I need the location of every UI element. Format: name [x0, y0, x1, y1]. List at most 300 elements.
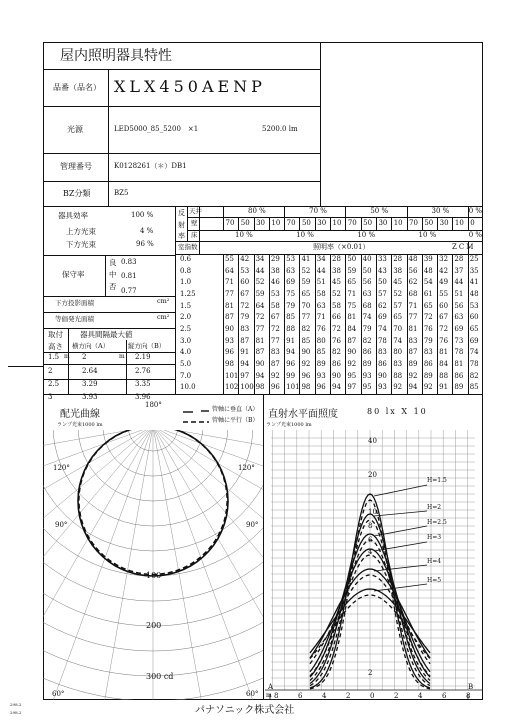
polar-label-100: 100 — [146, 571, 162, 580]
utilization-value: 81 — [225, 301, 234, 310]
utilization-value: 85 — [301, 336, 311, 345]
utilization-value: 79 — [423, 336, 433, 345]
utilization-value: 79 — [240, 313, 250, 322]
illum-height-label: H=4 — [427, 558, 442, 565]
utilization-value: 71 — [316, 313, 326, 322]
utilization-value: 28 — [332, 255, 341, 263]
table-rule — [315, 254, 316, 394]
table-rule — [175, 241, 483, 242]
utilization-value: 70 — [393, 325, 403, 334]
utilization-value: 44 — [454, 278, 464, 287]
table-rule — [422, 254, 423, 394]
utilization-value: 85 — [286, 313, 296, 322]
utilization-value: 69 — [454, 325, 464, 334]
utilization-value: 67 — [270, 313, 280, 322]
utilization-value: 52 — [255, 278, 265, 287]
utilization-value: 60 — [240, 278, 250, 287]
polar-grid-line — [153, 394, 209, 426]
spacing-h3: 器具間隔最大値 — [80, 330, 133, 339]
room-index-value: 2.5 — [180, 325, 192, 334]
polar-title: 配光曲線 — [60, 409, 100, 420]
table-rule — [391, 254, 392, 394]
utilization-value: 78 — [377, 336, 387, 345]
polar-label-60-right: 60° — [246, 690, 259, 698]
ceiling-value: 0 % — [468, 207, 483, 215]
spacing-b-value: 3.35 — [135, 380, 151, 388]
illum-height-label: H=2 — [427, 504, 442, 511]
upper-flux-label: 上方光束 — [66, 227, 96, 236]
table-rule — [269, 217, 270, 230]
maint-mid-value: 0.81 — [121, 272, 137, 280]
utilization-value: 41 — [469, 278, 479, 287]
utilization-value: 97 — [240, 371, 250, 380]
table-rule — [299, 217, 300, 230]
zcm-label: ZCM — [452, 243, 476, 251]
utilization-value: 50 — [377, 278, 387, 287]
equiv-area-label: 等価発光面積 — [55, 315, 94, 323]
utilization-value: 69 — [377, 313, 387, 322]
polar-grid-line — [97, 394, 153, 426]
utilization-value: 70 — [301, 301, 311, 310]
rule — [43, 106, 321, 107]
polar-grid-line — [97, 426, 153, 700]
illum-leader — [374, 542, 427, 551]
utilization-value: 51 — [316, 278, 326, 287]
polar-grid-line — [153, 426, 398, 632]
utilization-value: 63 — [454, 313, 464, 322]
table-rule — [315, 217, 316, 230]
utilization-value: 85 — [316, 348, 326, 357]
utilization-value: 87 — [225, 313, 234, 322]
wall-value: 0 — [470, 218, 475, 227]
utilization-value: 52 — [332, 290, 341, 298]
utilization-value: 82 — [362, 336, 372, 345]
wall-value: 30 — [317, 218, 327, 227]
bz-value: BZ5 — [114, 189, 129, 197]
floor-value: 10 % — [235, 231, 253, 239]
polar-grid-line — [43, 394, 378, 651]
light-source-value: LED5000_85_5200 ×1 — [114, 125, 199, 133]
utilization-value: 83 — [377, 348, 387, 357]
spacing-height-value: 3 — [48, 393, 53, 401]
utilization-value: 76 — [332, 336, 341, 345]
utilization-value: 56 — [454, 301, 464, 310]
rule — [175, 206, 176, 394]
polar-label-300: 300 cd — [146, 672, 174, 681]
utilization-value: 44 — [255, 266, 265, 275]
product-label: 品番（品名） — [53, 83, 101, 92]
table-rule — [361, 254, 362, 394]
utilization-value: 71 — [408, 301, 418, 310]
utilization-value: 91 — [240, 348, 250, 357]
utilization-value: 86 — [332, 360, 341, 369]
company-name: パナソニック株式会社 — [195, 705, 295, 716]
utilization-value: 52 — [393, 290, 403, 298]
ceiling-label: 天井 — [189, 207, 202, 215]
utilization-value: 45 — [393, 278, 403, 287]
efficiency-label: 器具効率 — [58, 211, 88, 220]
utilization-value: 42 — [240, 255, 250, 263]
utilization-value: 74 — [393, 336, 403, 345]
utilization-value: 90 — [301, 348, 311, 357]
utilization-value: 56 — [408, 266, 418, 275]
management-label: 管理番号 — [60, 162, 92, 171]
utilization-value: 96 — [270, 383, 280, 392]
utilization-value: 63 — [286, 266, 296, 275]
utilization-value: 92 — [270, 371, 280, 380]
utilization-value: 93 — [377, 383, 387, 392]
polar-grid-line — [43, 394, 403, 676]
utilization-value: 46 — [270, 278, 280, 287]
wall-value: 70 — [409, 218, 418, 227]
utilization-value: 60 — [439, 301, 449, 310]
utilization-value: 96 — [286, 360, 296, 369]
polar-label-90-left: 90° — [55, 521, 68, 529]
utilization-value: 90 — [377, 371, 387, 380]
illum-y-label: 20 — [368, 471, 377, 479]
utilization-value: 48 — [408, 255, 418, 263]
wall-value: 30 — [378, 218, 388, 227]
table-rule — [187, 217, 483, 218]
illum-subtitle: ランプ光束1000 lm — [266, 422, 312, 428]
utilization-value: 83 — [408, 336, 418, 345]
table-rule — [330, 217, 331, 230]
utilization-value: 42 — [439, 266, 449, 275]
table-rule — [376, 217, 377, 230]
maint-poor-label: 否 — [109, 282, 117, 291]
illum-x-label: 8 — [466, 692, 471, 700]
rule — [126, 340, 127, 394]
illum-y-label: 4 — [368, 548, 373, 556]
utilization-value: 53 — [270, 290, 280, 298]
illum-x-label: 2 — [394, 692, 399, 700]
utilization-value: 94 — [240, 360, 250, 369]
light-source-label: 光源 — [67, 125, 83, 134]
table-rule — [254, 254, 255, 394]
utilization-value: 65 — [469, 325, 479, 334]
illum-x-label: 4 — [418, 692, 423, 700]
utilization-value: 81 — [439, 348, 449, 357]
light-source-lumen: 5200.0 lm — [262, 125, 298, 133]
table-rule — [361, 217, 362, 230]
wall-value: 50 — [424, 218, 434, 227]
table-rule — [223, 254, 224, 394]
utilization-value: 83 — [270, 348, 280, 357]
utilization-value: 83 — [240, 325, 250, 334]
utilization-value: 87 — [347, 336, 357, 345]
spacing-h2: 高さ — [48, 342, 63, 351]
utilization-value: 80 — [393, 348, 403, 357]
illum-grid — [271, 430, 475, 690]
table-rule — [345, 254, 346, 394]
spacing-col-a: 横方向（A） — [72, 342, 110, 350]
maintenance-label: 保守率 — [62, 270, 85, 279]
table-rule — [269, 254, 270, 394]
floor-value: 10 % — [418, 231, 437, 239]
illum-height-label: H=5 — [427, 577, 442, 584]
utilization-value: 72 — [255, 313, 265, 322]
utilization-value: 64 — [225, 266, 234, 275]
table-rule — [284, 254, 285, 394]
table-rule — [330, 254, 331, 394]
utilization-value: 39 — [423, 255, 433, 263]
wall-value: 10 — [393, 218, 403, 227]
polar-grid-line — [43, 426, 153, 671]
floor-label: 床 — [191, 231, 198, 239]
utilization-value: 93 — [362, 371, 372, 380]
utilization-value: 77 — [301, 313, 311, 322]
utilization-value: 82 — [469, 371, 479, 380]
utilization-value: 74 — [362, 313, 372, 322]
utilization-value: 61 — [423, 290, 433, 298]
utilization-value: 77 — [270, 336, 280, 345]
room-index-value: 0.8 — [180, 266, 192, 275]
utilization-value: 53 — [469, 301, 479, 310]
lower-flux-label: 下方光束 — [66, 240, 96, 249]
bz-label: BZ分類 — [63, 189, 91, 198]
utilization-value: 92 — [347, 360, 357, 369]
page-title: 屋内照明器具特性 — [60, 48, 172, 64]
room-index-value: 1.5 — [180, 301, 192, 310]
rule — [43, 352, 175, 353]
management-value: K0128261（＊）DB1 — [114, 162, 187, 170]
utilization-value: 90 — [255, 360, 265, 369]
wall-value: 10 — [332, 218, 342, 227]
utilization-value: 79 — [362, 325, 372, 334]
upper-flux-value: 4 % — [140, 227, 154, 235]
utilization-value: 96 — [225, 348, 234, 357]
utilization-value: 53 — [286, 255, 296, 263]
table-rule — [468, 254, 469, 394]
utilization-value: 89 — [408, 360, 418, 369]
wall-value: 50 — [301, 218, 311, 227]
rule — [108, 69, 109, 206]
utilization-value: 33 — [377, 255, 387, 263]
illum-leader — [374, 511, 427, 516]
illum-height-label: H=2.5 — [427, 519, 447, 526]
maint-good-label: 良 — [109, 258, 117, 267]
utilization-value: 89 — [423, 371, 433, 380]
utilization-value: 65 — [301, 290, 311, 298]
refl-side-label-1: 反 — [178, 209, 185, 217]
wall-value: 70 — [286, 218, 296, 227]
utilization-value: 54 — [423, 278, 433, 287]
utilization-value: 35 — [469, 266, 479, 275]
utilization-value: 68 — [362, 301, 372, 310]
utilization-value: 72 — [332, 325, 341, 334]
utilization-value: 38 — [393, 266, 403, 275]
rule — [43, 181, 321, 182]
table-rule — [223, 206, 224, 230]
floor-value-zero: 0 % — [468, 231, 483, 239]
utilization-value: 87 — [408, 348, 418, 357]
utilization-value: 78 — [454, 348, 464, 357]
utilization-value: 32 — [439, 255, 449, 263]
utilization-value: 81 — [408, 325, 418, 334]
utilization-value: 29 — [270, 255, 280, 263]
utilization-value: 89 — [454, 383, 464, 392]
utilization-value: 86 — [377, 360, 387, 369]
utilization-value: 90 — [347, 348, 357, 357]
table-rule — [452, 217, 453, 230]
utilization-value: 82 — [332, 348, 341, 357]
refl-side-label-2: 射 — [178, 221, 185, 229]
wall-value: 50 — [240, 218, 250, 227]
polar-label-200: 200 — [146, 621, 162, 630]
spacing-height-value: 1.5 — [48, 353, 60, 361]
utilization-value: 50 — [362, 266, 372, 275]
rule — [43, 364, 175, 365]
projected-area-unit: cm² — [157, 297, 170, 305]
room-index-value: 10.0 — [180, 383, 196, 392]
polar-grid-line — [153, 426, 468, 482]
utilization-value: 65 — [393, 313, 403, 322]
utilization-value: 60 — [469, 313, 479, 322]
room-index-label: 室指数 — [178, 243, 198, 251]
rule — [68, 328, 69, 394]
wall-value: 30 — [439, 218, 449, 227]
illum-x-label: 4 — [322, 692, 327, 700]
wall-value: 50 — [363, 218, 373, 227]
maint-poor-value: 0.77 — [121, 287, 137, 295]
utilization-value: 55 — [225, 255, 234, 263]
utilization-label: 照明率（×0.01） — [313, 243, 370, 251]
spacing-col-b: 縦方向（B） — [128, 342, 166, 350]
table-rule — [407, 206, 408, 230]
room-index-value: 1.25 — [180, 290, 196, 298]
utilization-value: 86 — [362, 348, 372, 357]
table-rule — [187, 230, 483, 231]
illum-height-label: H=3 — [427, 534, 442, 541]
table-rule — [187, 206, 188, 241]
polar-label-120-left: 120° — [53, 464, 70, 472]
polar-label-90-right: 90° — [246, 521, 259, 529]
utilization-value: 90 — [225, 325, 234, 334]
utilization-value: 84 — [439, 360, 449, 369]
utilization-value: 92 — [301, 360, 311, 369]
utilization-value: 96 — [316, 383, 326, 392]
table-rule — [391, 217, 392, 230]
rule — [43, 153, 321, 154]
utilization-value: 94 — [286, 348, 296, 357]
utilization-value: 94 — [408, 383, 418, 392]
utilization-value: 73 — [454, 336, 464, 345]
spacing-unit-b: m — [119, 353, 125, 360]
spacing-b-value: 2.19 — [135, 353, 151, 361]
wall-value: 70 — [225, 218, 235, 227]
spacing-unit-a: m — [64, 353, 70, 360]
wall-value: 10 — [454, 218, 464, 227]
utilization-value: 87 — [255, 348, 265, 357]
rule — [43, 296, 175, 297]
utilization-value: 58 — [316, 290, 326, 298]
table-rule — [376, 254, 377, 394]
utilization-value: 68 — [408, 290, 418, 298]
utilization-value: 89 — [362, 360, 372, 369]
illum-y-label: 6 — [368, 536, 373, 544]
rule — [43, 379, 175, 380]
projected-area-label: 下方投影面積 — [55, 299, 94, 307]
utilization-value: 88 — [439, 371, 449, 380]
utilization-value: 51 — [454, 290, 464, 298]
spacing-a-value: 3.29 — [82, 380, 98, 388]
utilization-value: 91 — [439, 383, 449, 392]
utilization-value: 63 — [316, 301, 326, 310]
utilization-value: 85 — [469, 383, 479, 392]
utilization-value: 69 — [286, 278, 296, 287]
utilization-value: 75 — [347, 301, 357, 310]
utilization-value: 25 — [469, 255, 479, 263]
utilization-value: 34 — [255, 255, 265, 263]
utilization-value: 100 — [240, 383, 254, 392]
spacing-a-value: 2.64 — [82, 367, 98, 375]
utilization-value: 44 — [316, 266, 326, 275]
ceiling-value: 50 % — [370, 207, 389, 215]
utilization-value: 65 — [347, 278, 357, 287]
spacing-b-value: 2.76 — [135, 367, 151, 375]
utilization-value: 99 — [286, 371, 296, 380]
utilization-value: 91 — [286, 336, 296, 345]
utilization-value: 97 — [347, 383, 357, 392]
utilization-value: 55 — [439, 290, 449, 298]
rule — [320, 42, 321, 206]
utilization-value: 67 — [439, 313, 449, 322]
utilization-value: 86 — [454, 371, 464, 380]
rule — [43, 312, 175, 313]
ceiling-value: 70 % — [309, 207, 327, 215]
utilization-value: 59 — [301, 278, 311, 287]
utilization-value: 50 — [347, 255, 357, 263]
utilization-value: 71 — [225, 278, 234, 287]
utilization-value: 96 — [301, 371, 311, 380]
utilization-value: 94 — [255, 371, 265, 380]
utilization-value: 58 — [332, 301, 341, 310]
spacing-a-value: 2 — [82, 353, 87, 361]
table-rule — [452, 254, 453, 394]
utilization-value: 71 — [347, 290, 357, 298]
illum-height-label: H=1.5 — [427, 477, 447, 484]
utilization-value: 72 — [423, 313, 433, 322]
table-rule — [238, 254, 239, 394]
polar-legend-a: 管軸に垂直（A） — [212, 406, 259, 413]
utilization-value: 72 — [240, 301, 250, 310]
utilization-value: 83 — [393, 360, 403, 369]
table-rule — [407, 254, 408, 394]
utilization-value: 38 — [270, 266, 280, 275]
table-rule — [437, 217, 438, 230]
illum-title: 直射水平面照度 — [268, 409, 338, 420]
rule — [43, 69, 321, 70]
utilization-value: 43 — [377, 266, 387, 275]
utilization-value: 57 — [377, 290, 387, 298]
lower-flux-value: 96 % — [136, 240, 154, 248]
utilization-value: 66 — [332, 313, 341, 322]
ceiling-value: 80 % — [248, 207, 266, 215]
utilization-value: 52 — [301, 266, 311, 275]
utilization-value: 90 — [332, 371, 341, 380]
floor-value: 10 % — [296, 231, 314, 239]
illum-leader — [374, 485, 427, 496]
utilization-value: 87 — [270, 360, 280, 369]
refl-side-label-3: 率 — [178, 232, 185, 240]
illum-x-label: 6 — [442, 692, 447, 700]
rule — [43, 255, 175, 256]
utilization-value: 74 — [377, 325, 387, 334]
utilization-value: 92 — [393, 383, 403, 392]
utilization-value: 74 — [469, 348, 479, 357]
utilization-value: 38 — [332, 266, 341, 275]
utilization-value: 41 — [301, 255, 311, 263]
